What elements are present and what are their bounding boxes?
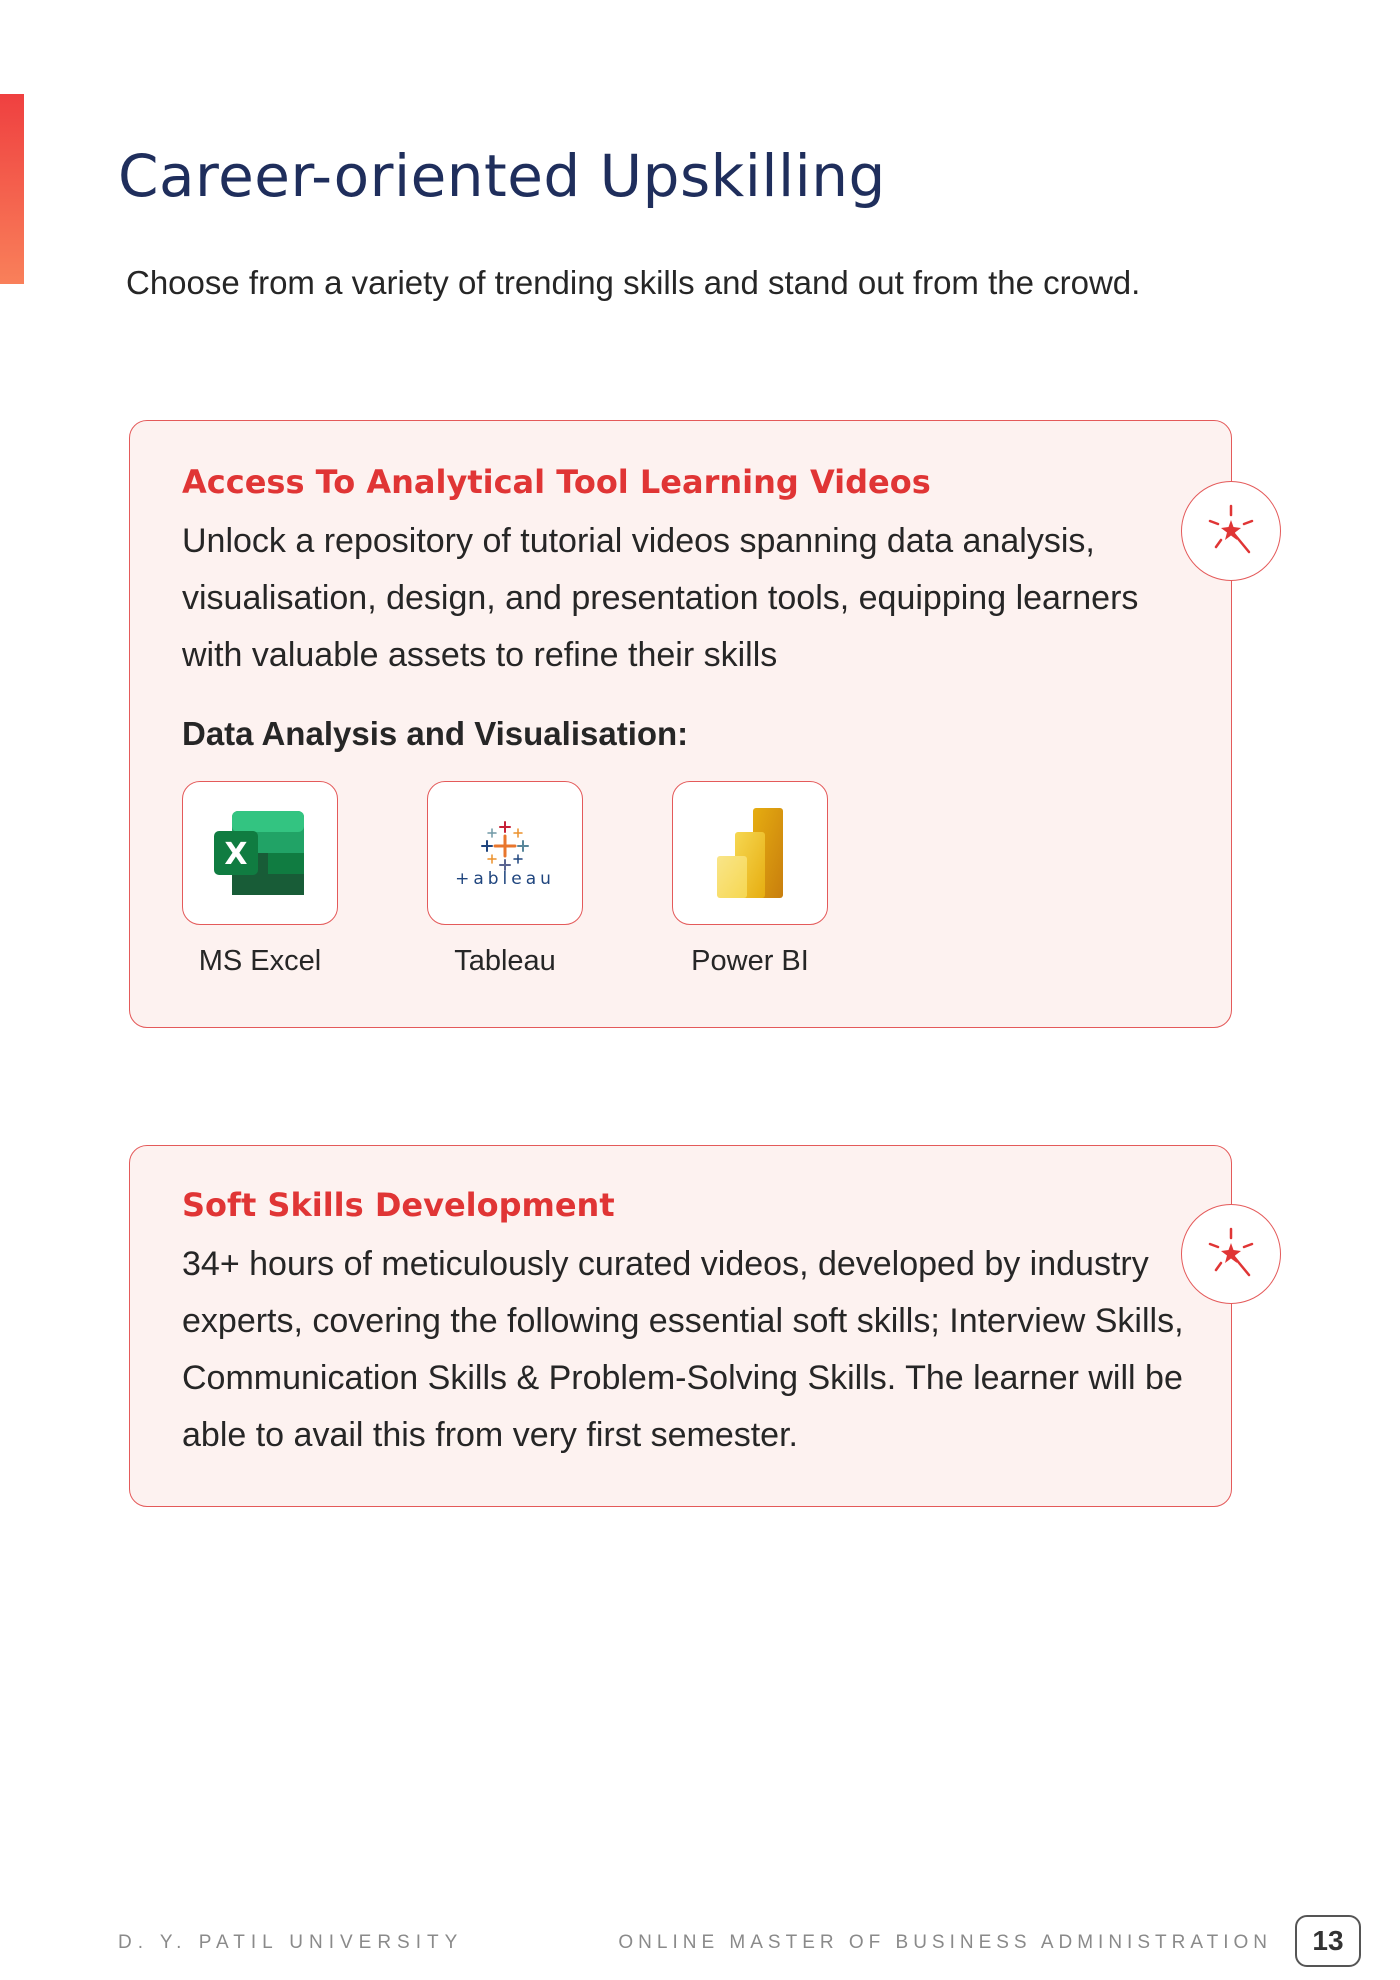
tool-label: Power BI [691, 945, 809, 977]
tableau-wordmark: +ableau [455, 869, 555, 888]
card-body: Unlock a repository of tutorial videos spanning data analysis, visualisation, design, and presentation tools, equipping learners with valuable assets to refine their skills [182, 522, 1139, 674]
page-subtitle: Choose from a variety of trending skills and stand out from the crowd. [126, 264, 1141, 301]
ms-excel-logo-box [182, 781, 338, 925]
card-heading: Access To Analytical Tool Learning Videos [182, 463, 931, 501]
sparkle-badge [1181, 1204, 1281, 1304]
footer-university-name: D. Y. PATIL UNIVERSITY [118, 1932, 464, 1953]
tool-label: MS Excel [198, 945, 322, 977]
tool-ms-excel [182, 781, 338, 978]
tableau-logo-icon [445, 818, 565, 888]
tool-power-bi [672, 781, 828, 978]
power-bi-logo-box [672, 781, 828, 925]
svg-text:X: X [224, 837, 248, 872]
tableau-logo-box [427, 781, 583, 925]
accent-bar [0, 94, 24, 284]
ms-excel-logo-icon [214, 809, 306, 897]
tool-label: Tableau [454, 945, 556, 977]
soft-skills-card [129, 1145, 1232, 1507]
section-heading: Data Analysis and Visualisation: [182, 715, 689, 752]
card-body: 34+ hours of meticulously curated videos, developed by industry experts, covering the following essential soft skills; Interview Skills, Communication Skills & Problem-Solving Skills. The learner will be able to avail this from very first semester. [182, 1245, 1184, 1454]
tool-tableau [427, 781, 583, 978]
footer-program-name: ONLINE MASTER OF BUSINESS ADMINISTRATION [618, 1932, 1272, 1953]
card-heading: Soft Skills Development [182, 1186, 615, 1224]
page-number: 13 [1295, 1915, 1361, 1967]
page-title: Career-oriented Upskilling [118, 142, 886, 210]
power-bi-logo-icon [715, 808, 785, 898]
sparkle-badge [1181, 481, 1281, 581]
sparkle-icon [1202, 502, 1260, 560]
analytical-tools-card [129, 420, 1232, 1028]
sparkle-icon [1202, 1225, 1260, 1283]
